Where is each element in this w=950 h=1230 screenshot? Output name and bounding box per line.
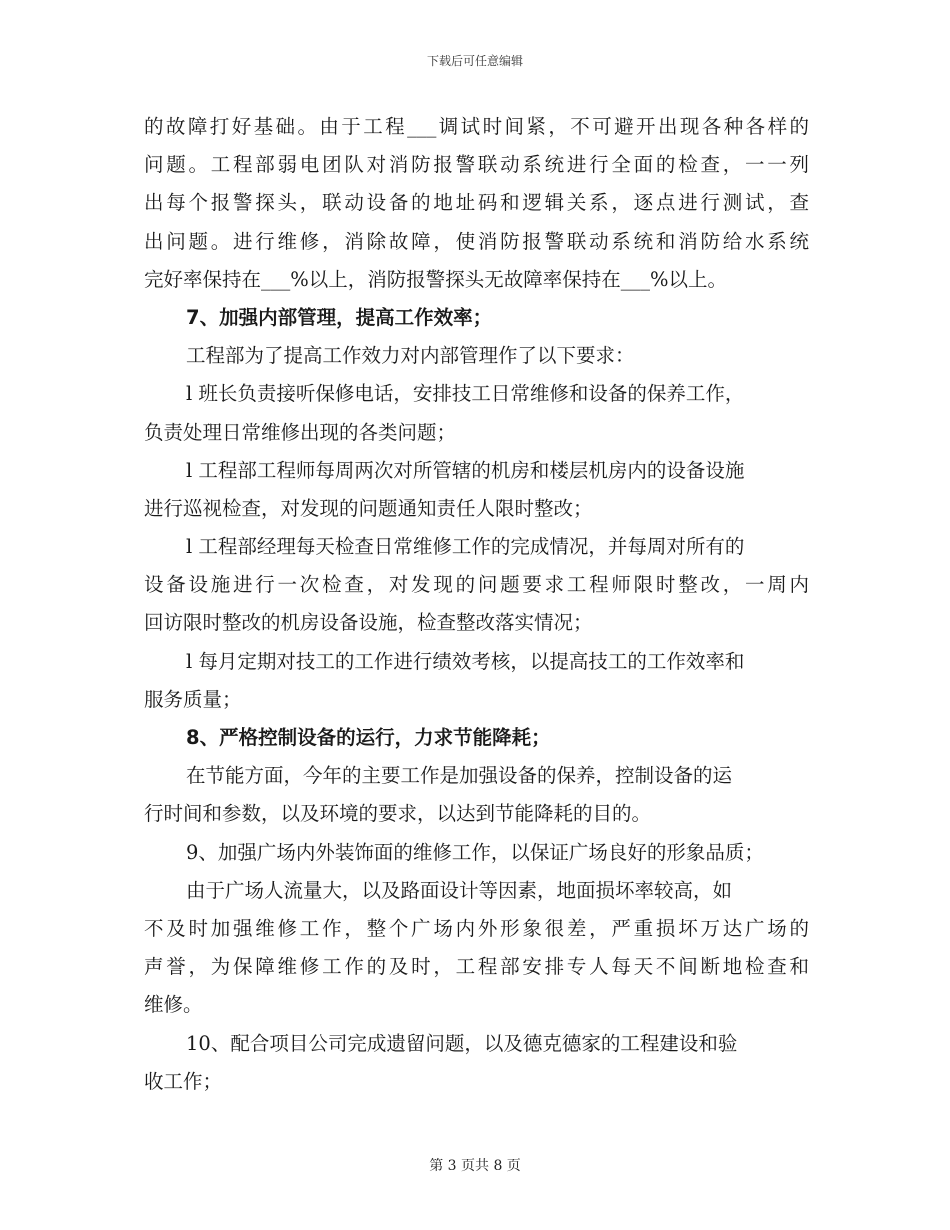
list-item-manager-check — [144, 528, 809, 643]
text-line: 回访限时整改的机房设备设施，检查整改落实情况； — [144, 611, 593, 635]
paragraph-plaza-maintenance — [144, 872, 809, 1025]
text-line: 8、严格控制设备的运行，力求节能降耗； — [186, 726, 551, 749]
page-footer: 第 3 页共 8 页 — [429, 1158, 521, 1174]
text-line: l 工程部工程师每周两次对所管辖的机房和楼层机房内的设备设施 — [186, 458, 745, 482]
text-line: l 工程部经理每天检查日常维修工作的完成情况，并每周对所有的 — [186, 535, 745, 559]
text-line: 声誉，为保障维修工作的及时，工程部安排专人每天不间断地检查和 — [144, 955, 809, 979]
text-line: 在节能方面，今年的主要工作是加强设备的保养，控制设备的运 — [186, 764, 733, 788]
text-line: 进行巡视检查，对发现的问题通知责任人限时整改； — [144, 496, 593, 520]
text-line: 7、加强内部管理，提高工作效率； — [186, 305, 493, 329]
text-line: 问题。工程部弱电团队对消防报警联动系统进行全面的检查，一一列 — [144, 153, 809, 177]
text-line: 行时间和参数，以及环境的要求，以达到节能降耗的目的。 — [144, 802, 652, 826]
text-line: 不及时加强维修工作，整个广场内外形象很差，严重损坏万达广场的 — [144, 916, 809, 940]
text-line: 出每个报警探头，联动设备的地址码和逻辑关系，逐点进行测试，查 — [144, 191, 809, 215]
list-item-performance-review — [144, 643, 809, 719]
text-line: l 班长负责接听保修电话，安排技工日常维修和设备的保养工作， — [186, 382, 745, 406]
text-line: 完好率保持在___%以上，消防报警探头无故障率保持在___%以上。 — [144, 267, 728, 291]
heading-section-9 — [144, 834, 809, 872]
text-line: 出问题。进行维修，消除故障，使消防报警联动系统和消防给水系统 — [144, 229, 809, 253]
text-line: 负责处理日常维修出现的各类问题； — [144, 420, 457, 444]
text-line: 10、配合项目公司完成遗留问题，以及德克德家的工程建设和验 — [186, 1031, 738, 1055]
text-line: 工程部为了提高工作效力对内部管理作了以下要求： — [186, 344, 635, 368]
text-line: 服务质量； — [144, 687, 242, 711]
text-line: l 每月定期对技工的工作进行绩效考核，以提高技工的工作效率和 — [186, 649, 745, 673]
paragraph-fire-alarm-continued — [144, 108, 809, 299]
text-line: 维修。 — [144, 993, 203, 1017]
paragraph-energy-saving — [144, 757, 809, 833]
heading-section-7 — [144, 299, 809, 337]
text-line: 的故障打好基础。由于工程___调试时间紧，不可避开出现各种各样的 — [144, 115, 809, 138]
heading-section-8 — [144, 719, 809, 757]
text-line: 9、加强广场内外装饰面的维修工作，以保证广场良好的形象品质； — [186, 840, 764, 864]
text-line: 收工作； — [144, 1069, 223, 1093]
text-line: 由于广场人流量大，以及路面设计等因素，地面损坏率较高，如 — [186, 878, 733, 902]
page-header: 下载后可任意编辑 — [426, 54, 523, 68]
heading-section-10 — [144, 1025, 809, 1101]
list-item-engineer-inspection — [144, 452, 809, 528]
text-line: 设备设施进行一次检查，对发现的问题要求工程师限时整改，一周内 — [144, 573, 809, 597]
document-body — [144, 108, 809, 1101]
paragraph-internal-management-intro — [144, 337, 809, 375]
list-item-team-leader — [144, 375, 809, 451]
